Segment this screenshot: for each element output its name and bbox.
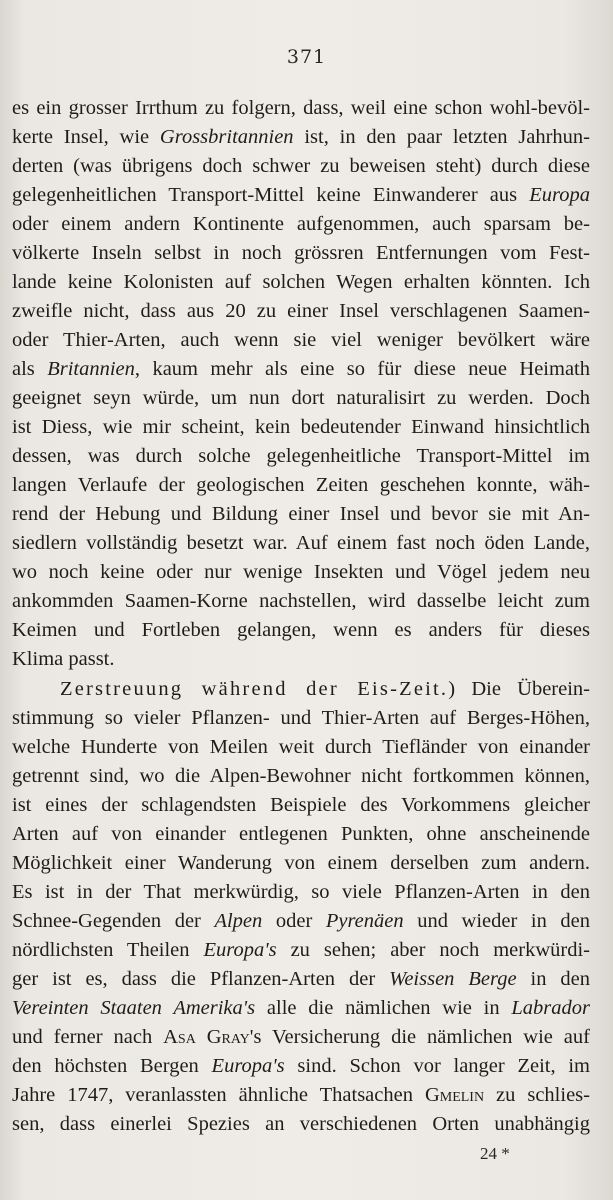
- section-heading-line: Zerstreuung während der Eis-Zeit.) Die Überein-: [60, 678, 591, 700]
- text-line-24: getrennt sind, wo die Alpen-Bewohner nicht fortkommen können,: [12, 765, 590, 787]
- text-line-26: Arten auf von einander entlegenen Punkten, ohne anscheinende: [12, 823, 590, 845]
- text-line-36: sen, dass einerlei Spezies an verschiedenen Orten unabhängig: [12, 1113, 590, 1135]
- text-line-4: gelegenheitlichen Transport-Mittel keine Einwanderer aus Europa: [12, 184, 590, 206]
- text-line-15: rend der Hebung und Bildung einer Insel und bevor sie mit An-: [12, 503, 590, 525]
- text-line-33: und ferner nach Asa Gray's Versicherung die nämlichen wie auf: [12, 1026, 590, 1048]
- text-line-7: lande keine Kolonisten auf solchen Wegen erhalten könnten. Ich: [12, 271, 590, 293]
- text-line-10: als Britannien, kaum mehr als eine so für diese neue Heimath: [12, 358, 590, 380]
- text-line-14: langen Verlaufe der geologischen Zeiten geschehen konnte, wäh-: [12, 474, 590, 496]
- text-line-31: ger ist es, dass die Pflanzen-Arten der Weissen Berge in den: [12, 968, 591, 990]
- text-line-19: Keimen und Fortleben gelangen, wenn es anders für dieses: [12, 619, 590, 641]
- text-line-8: zweifle nicht, dass aus 20 zu einer Insel verschlagenen Saamen-: [12, 300, 590, 322]
- text-line-30: nördlichsten Theilen Europa's zu sehen; aber noch merkwürdi-: [12, 939, 590, 961]
- text-line-34: den höchsten Bergen Europa's sind. Schon vor langer Zeit, im: [12, 1055, 590, 1077]
- text-line-18: ankommden Saamen-Korne nachstellen, wird dasselbe leicht zum: [12, 590, 590, 612]
- text-line-32: Vereinten Staaten Amerika's alle die nämlichen wie in Labrador: [12, 997, 591, 1019]
- text-line-22: stimmung so vieler Pflanzen- und Thier-Arten auf Berges-Höhen,: [12, 707, 590, 729]
- text-line-11: geeignet seyn würde, um nun dort naturalisirt zu werden. Doch: [12, 387, 590, 409]
- text-line-9: oder Thier-Arten, auch wenn sie viel weniger bevölkert wäre: [12, 329, 590, 351]
- text-line-17: wo noch keine oder nur wenige Insekten und Vögel jedem neu: [12, 561, 590, 583]
- signature-mark: 24 *: [480, 1144, 510, 1163]
- text-line-28: Es ist in der That merkwürdig, so viele Pflanzen-Arten in den: [12, 881, 590, 903]
- text-line-20: Klima passt.: [12, 648, 115, 670]
- text-line-1: es ein grosser Irrthum zu folgern, dass, weil eine schon wohl-bevöl-: [12, 97, 590, 119]
- text-line-5: oder einem andern Kontinente aufgenommen, auch sparsam be-: [12, 213, 590, 235]
- text-line-16: siedlern vollständig besetzt war. Auf einem fast noch öden Lande,: [12, 532, 590, 554]
- text-line-13: dessen, was durch solche gelegenheitliche Transport-Mittel im: [12, 445, 590, 467]
- text-line-6: völkerte Inseln selbst in noch grössren Entfernungen vom Fest-: [12, 242, 590, 264]
- page-number: 371: [286, 46, 327, 68]
- text-line-29: Schnee-Gegenden der Alpen oder Pyrenäen und wieder in den: [12, 910, 590, 932]
- text-line-3: derten (was übrigens doch schwer zu beweisen steht) durch diese: [12, 155, 590, 177]
- text-line-35: Jahre 1747, veranlassten ähnliche Thatsachen Gmelin zu schlies-: [12, 1084, 590, 1106]
- text-line-25: ist eines der schlagendsten Beispiele des Vorkommens gleicher: [12, 794, 590, 816]
- text-line-23: welche Hunderte von Meilen weit durch Tiefländer von einander: [12, 736, 590, 758]
- text-line-12: ist Diess, wie mir scheint, kein bedeutender Einwand hinsichtlich: [12, 416, 590, 438]
- text-line-27: Möglichkeit einer Wanderung von einem derselben zum andern.: [12, 852, 590, 874]
- text-line-2: kerte Insel, wie Grossbritannien ist, in den paar letzten Jahrhun-: [12, 126, 590, 148]
